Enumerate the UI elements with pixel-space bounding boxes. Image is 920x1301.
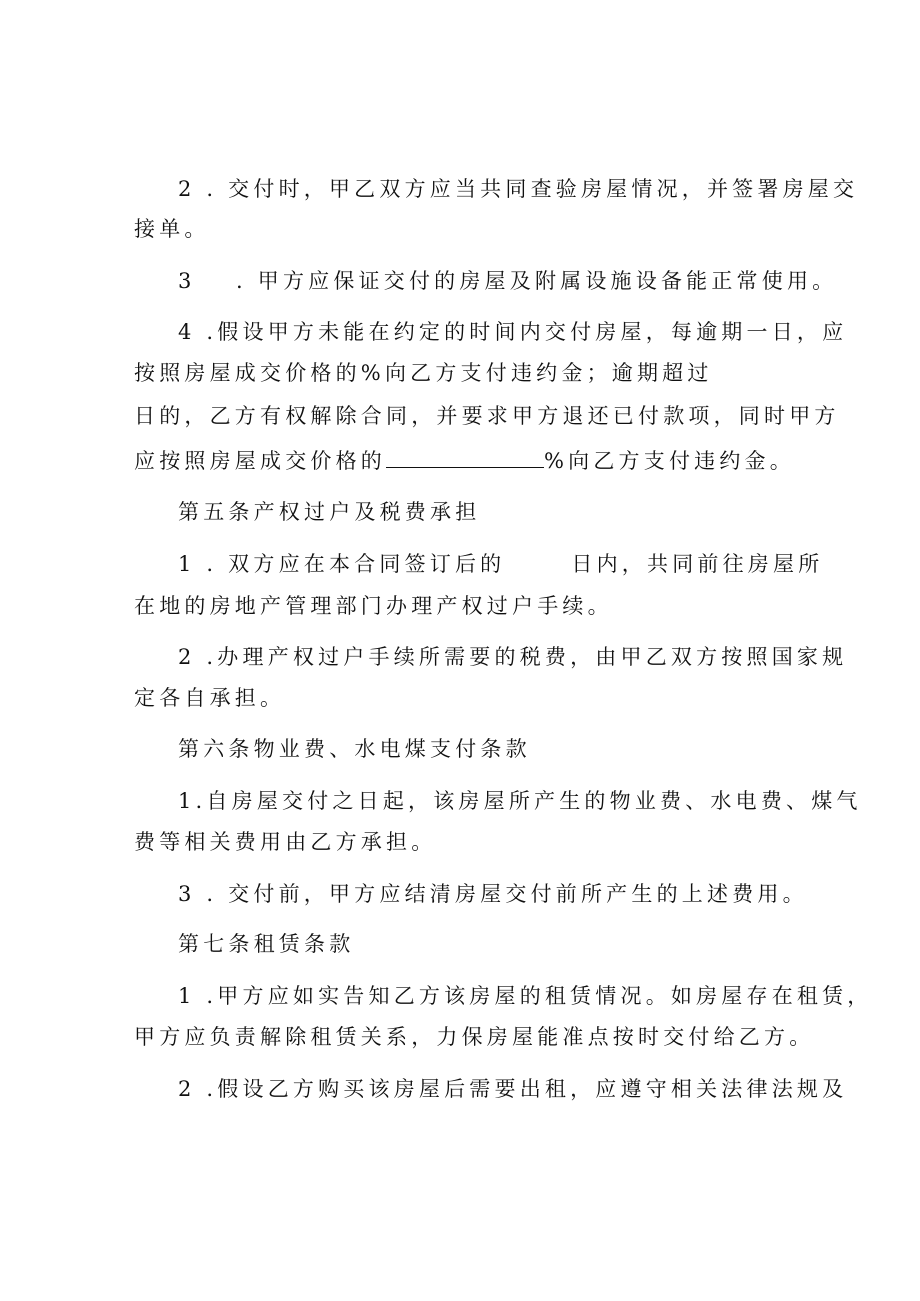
text-segment: 1 . 双方应在本合同签订后的	[178, 552, 506, 576]
blank-underline	[386, 447, 544, 468]
paragraph-line: 按照房屋成交价格的%向乙方支付违约金；逾期超过	[134, 361, 713, 385]
paragraph-line: 接单。	[134, 217, 210, 241]
paragraph-line: . 甲方应保证交付的房屋及附属设施设备能正常使用。	[236, 269, 838, 293]
paragraph-line: 1 .甲方应如实告知乙方该房屋的租赁情况。如房屋存在租赁，	[178, 984, 873, 1008]
paragraph-line	[178, 550, 823, 578]
section-heading: 第六条物业费、水电煤支付条款	[178, 737, 531, 761]
text-segment: %向乙方支付违约金。	[544, 449, 795, 473]
paragraph-number: 3	[178, 269, 196, 293]
paragraph-line: 在地的房地产管理部门办理产权过户手续。	[134, 594, 613, 618]
section-heading: 第七条租赁条款	[178, 932, 355, 956]
paragraph-line: 2 . 交付时，甲乙双方应当共同查验房屋情况，并签署房屋交	[178, 177, 859, 201]
paragraph-line: 2 .办理产权过户手续所需要的税费，由甲乙双方按照国家规	[178, 645, 848, 669]
paragraph-line: 1.自房屋交付之日起，该房屋所产生的物业费、水电费、煤气	[178, 789, 862, 813]
paragraph-line: 甲方应负责解除租赁关系，力保房屋能准点按时交付给乙方。	[134, 1025, 815, 1049]
paragraph-line: 日的，乙方有权解除合同，并要求甲方退还已付款项，同时甲方	[134, 404, 840, 428]
paragraph-line: 费等相关费用由乙方承担。	[134, 830, 437, 854]
paragraph-line: 4 .假设甲方未能在约定的时间内交付房屋，每逾期一日，应	[178, 320, 848, 344]
paragraph-line: 定各自承担。	[134, 686, 286, 710]
paragraph-line	[134, 447, 795, 475]
text-segment: 应按照房屋成交价格的	[134, 449, 386, 473]
section-heading: 第五条产权过户及税费承担	[178, 500, 481, 524]
paragraph-line: 3 . 交付前，甲方应结清房屋交付前所产生的上述费用。	[178, 882, 808, 906]
paragraph-line: 2 .假设乙方购买该房屋后需要出租，应遵守相关法律法规及	[178, 1077, 848, 1101]
text-segment: 日内，共同前往房屋所	[571, 552, 824, 576]
